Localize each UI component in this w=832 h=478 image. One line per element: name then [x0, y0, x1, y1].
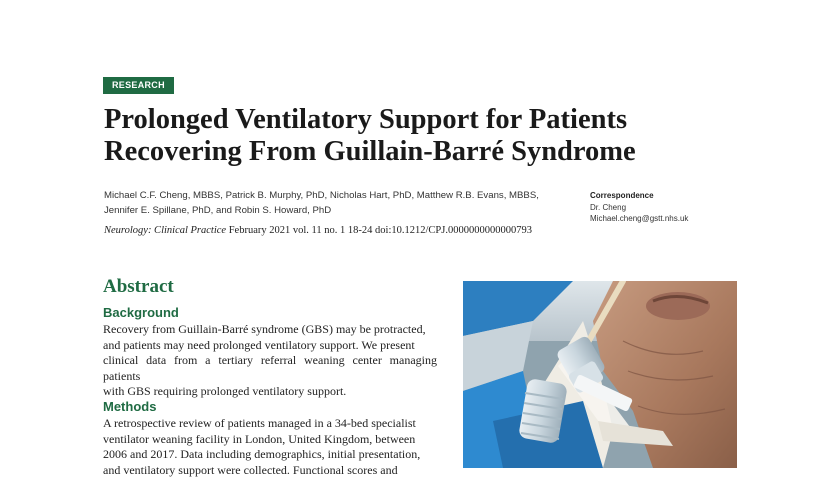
tracheostomy-photo — [463, 281, 737, 468]
paragraph-line: and patients may need prolonged ventilatory support. We present — [103, 338, 437, 354]
author-line: Michael C.F. Cheng, MBBS, Patrick B. Murphy, PhD, Nicholas Hart, PhD, Matthew R.B. Evans, MBBS, — [104, 188, 564, 203]
paragraph-line: ventilator weaning facility in London, United Kingdom, between — [103, 432, 437, 448]
paragraph-line: 2006 and 2017. Data including demographics, initial presentation, — [103, 447, 437, 463]
correspondence-heading: Correspondence — [590, 190, 688, 202]
methods-heading: Methods — [103, 399, 156, 414]
paragraph-line: A retrospective review of patients managed in a 34-bed specialist — [103, 416, 437, 432]
paragraph-line: and ventilatory support were collected. Functional scores and — [103, 463, 437, 478]
background-paragraph — [103, 322, 437, 400]
correspondence-name: Dr. Cheng — [590, 202, 688, 214]
correspondence-email[interactable]: Michael.cheng@gstt.nhs.uk — [590, 213, 688, 225]
citation-details: February 2021 vol. 11 no. 1 18-24 doi:10.1212/CPJ.0000000000000793 — [229, 225, 532, 236]
citation — [104, 225, 584, 236]
methods-paragraph — [103, 416, 437, 478]
journal-name: Neurology: Clinical Practice — [104, 225, 226, 236]
background-heading: Background — [103, 305, 179, 320]
author-line: Jennifer E. Spillane, PhD, and Robin S. Howard, PhD — [104, 203, 564, 218]
tracheostomy-photo-icon — [463, 281, 737, 468]
article-title: Prolonged Ventilatory Support for Patients Recovering From Guillain-Barré Syndrome — [104, 104, 724, 168]
correspondence-block — [590, 190, 688, 225]
paragraph-line: clinical data from a tertiary referral weaning center managing patients — [103, 353, 437, 384]
section-badge: RESEARCH — [103, 77, 174, 94]
paragraph-line: with GBS requiring prolonged ventilatory support. — [103, 384, 437, 400]
author-list — [104, 188, 564, 218]
abstract-heading: Abstract — [103, 276, 174, 298]
paragraph-line: Recovery from Guillain-Barré syndrome (GBS) may be protracted, — [103, 322, 437, 338]
